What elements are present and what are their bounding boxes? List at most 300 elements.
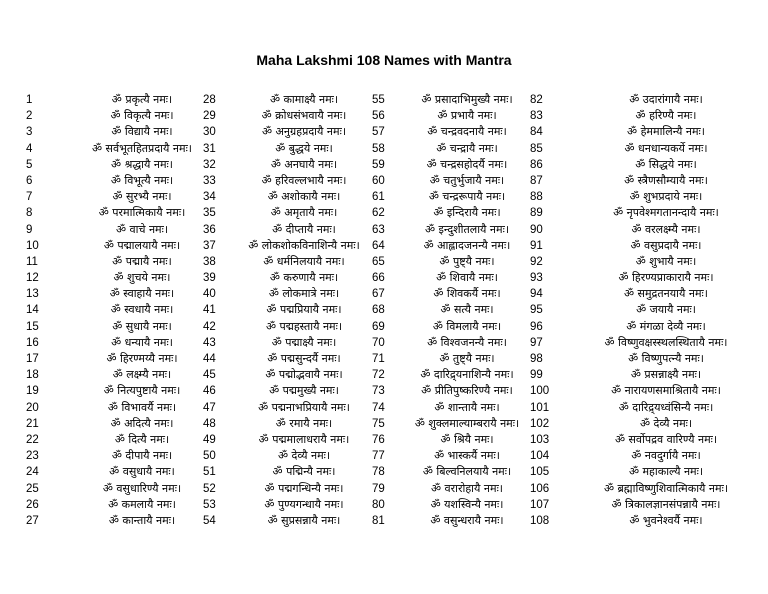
name-row xyxy=(372,481,532,497)
name-row xyxy=(26,205,228,221)
name-number: 52 xyxy=(203,482,216,495)
name-number: 26 xyxy=(26,498,39,511)
name-mantra: ॐ पुष्ट्यै नमः। xyxy=(439,254,495,268)
name-mantra: ॐ दीपायै नमः। xyxy=(111,449,173,463)
name-number: 75 xyxy=(372,417,385,430)
name-mantra: ॐ पद्माक्ष्यै नमः। xyxy=(271,335,337,349)
name-row xyxy=(203,497,375,513)
name-mantra: ॐ इन्दुशीतलायै नमः। xyxy=(424,222,510,236)
name-row xyxy=(26,238,228,254)
name-number: 23 xyxy=(26,450,39,463)
name-number: 4 xyxy=(26,142,33,155)
name-number: 48 xyxy=(203,417,216,430)
name-row xyxy=(203,286,375,302)
name-mantra: ॐ कामाक्ष्यै नमः। xyxy=(269,93,339,106)
name-mantra: ॐ विद्यायै नमः। xyxy=(111,125,173,139)
name-number: 104 xyxy=(530,450,550,463)
name-row xyxy=(372,92,532,108)
name-row xyxy=(26,432,228,448)
name-row xyxy=(372,254,532,270)
name-row xyxy=(26,189,228,205)
name-row xyxy=(203,432,375,448)
name-mantra: ॐ अदित्यै नमः। xyxy=(110,416,174,430)
name-mantra: ॐ प्रभायै नमः। xyxy=(437,109,497,123)
name-row xyxy=(530,286,768,302)
name-mantra: ॐ वसुन्धरायै नमः। xyxy=(430,513,504,527)
names-column-4 xyxy=(530,92,768,529)
name-mantra: ॐ प्रकृत्यै नमः। xyxy=(111,93,173,106)
name-mantra: ॐ महाकाल्यै नमः। xyxy=(628,465,704,479)
name-number: 3 xyxy=(26,126,33,139)
name-row xyxy=(372,383,532,399)
name-number: 94 xyxy=(530,288,543,301)
name-row xyxy=(530,481,768,497)
name-row xyxy=(203,400,375,416)
name-mantra: ॐ मंगळा देव्यै नमः। xyxy=(626,319,706,333)
name-row xyxy=(26,481,228,497)
name-mantra: ॐ कमलायै नमः। xyxy=(108,497,176,511)
name-row xyxy=(530,302,768,318)
name-row xyxy=(26,141,228,157)
name-row xyxy=(372,367,532,383)
name-mantra: ॐ सुप्रसन्नायै नमः। xyxy=(267,513,341,527)
name-mantra: ॐ विश्वजनन्यै नमः। xyxy=(427,335,507,349)
name-row xyxy=(203,189,375,205)
name-number: 6 xyxy=(26,174,33,187)
name-row xyxy=(530,367,768,383)
name-row xyxy=(372,302,532,318)
name-number: 65 xyxy=(372,255,385,268)
name-row xyxy=(530,400,768,416)
name-row xyxy=(372,173,532,189)
name-mantra: ॐ दारिद्र्यनाशिन्यै नमः। xyxy=(420,368,514,382)
name-row xyxy=(530,254,768,270)
name-row xyxy=(203,141,375,157)
name-number: 9 xyxy=(26,223,33,236)
name-row xyxy=(203,157,375,173)
name-number: 49 xyxy=(203,433,216,446)
name-row xyxy=(372,416,532,432)
name-mantra: ॐ वरारोहायै नमः। xyxy=(431,481,503,495)
name-mantra: ॐ पद्ममुख्यै नमः। xyxy=(269,384,339,398)
name-row xyxy=(372,448,532,464)
name-number: 69 xyxy=(372,320,385,333)
name-number: 64 xyxy=(372,239,385,252)
name-mantra: ॐ स्त्रैणसौम्यायै नमः। xyxy=(624,173,708,187)
name-row xyxy=(530,383,768,399)
name-row xyxy=(26,464,228,480)
name-number: 95 xyxy=(530,304,543,317)
name-mantra: ॐ तुष्ट्यै नमः। xyxy=(439,352,495,365)
name-number: 7 xyxy=(26,191,33,204)
name-number: 88 xyxy=(530,191,543,204)
name-number: 53 xyxy=(203,498,216,511)
name-row xyxy=(203,464,375,480)
name-mantra: ॐ पद्मप्रियायै नमः। xyxy=(266,303,342,317)
name-mantra: ॐ शान्तायै नमः। xyxy=(434,400,500,414)
name-mantra: ॐ दित्यै नमः। xyxy=(114,432,170,446)
name-number: 55 xyxy=(372,94,385,106)
name-mantra: ॐ कान्तायै नमः। xyxy=(108,513,176,527)
name-number: 42 xyxy=(203,320,216,333)
name-row xyxy=(203,205,375,221)
name-row xyxy=(530,351,768,367)
name-row xyxy=(26,335,228,351)
name-mantra: ॐ चन्द्रवदनायै नमः। xyxy=(427,125,507,139)
name-mantra: ॐ वाचे नमः। xyxy=(115,222,169,236)
name-row xyxy=(203,367,375,383)
name-row xyxy=(372,286,532,302)
name-number: 8 xyxy=(26,207,33,220)
name-number: 74 xyxy=(372,401,385,414)
name-mantra: ॐ सुधायै नमः। xyxy=(112,319,172,333)
name-number: 43 xyxy=(203,336,216,349)
name-mantra: ॐ शुभायै नमः। xyxy=(635,254,697,268)
name-row xyxy=(372,513,532,529)
name-mantra: ॐ परमात्मिकायै नमः। xyxy=(98,206,186,220)
name-mantra: ॐ उदारांगायै नमः। xyxy=(629,93,703,106)
name-mantra: ॐ जयायै नमः। xyxy=(636,303,696,317)
name-number: 76 xyxy=(372,433,385,446)
name-row xyxy=(203,173,375,189)
name-number: 37 xyxy=(203,239,216,252)
name-row xyxy=(530,108,768,124)
name-mantra: ॐ वसुप्रदायै नमः। xyxy=(630,238,702,252)
name-row xyxy=(530,319,768,335)
name-row xyxy=(372,335,532,351)
name-mantra: ॐ पद्महस्तायै नमः। xyxy=(265,319,343,333)
name-mantra: ॐ बिल्वनिलयायै नमः। xyxy=(422,465,512,479)
name-row xyxy=(26,351,228,367)
name-row xyxy=(26,92,228,108)
name-row xyxy=(530,124,768,140)
name-number: 90 xyxy=(530,223,543,236)
name-mantra: ॐ हरिवल्लभायै नमः। xyxy=(261,173,347,187)
names-column-2 xyxy=(203,92,375,529)
name-number: 79 xyxy=(372,482,385,495)
name-number: 84 xyxy=(530,126,543,139)
name-row xyxy=(203,238,375,254)
name-number: 100 xyxy=(530,385,550,398)
name-row xyxy=(203,302,375,318)
name-mantra: ॐ वसुधारिण्यै नमः। xyxy=(102,481,182,495)
name-number: 60 xyxy=(372,174,385,187)
name-row xyxy=(203,513,375,529)
name-row xyxy=(26,124,228,140)
name-number: 45 xyxy=(203,369,216,382)
name-number: 15 xyxy=(26,320,39,333)
name-number: 71 xyxy=(372,353,385,365)
name-number: 107 xyxy=(530,498,550,511)
name-row xyxy=(26,222,228,238)
name-row xyxy=(530,416,768,432)
name-number: 51 xyxy=(203,466,216,479)
name-row xyxy=(26,383,228,399)
name-row xyxy=(530,464,768,480)
name-mantra: ॐ हिरण्यप्राकारायै नमः। xyxy=(618,271,714,285)
name-number: 1 xyxy=(26,94,33,106)
name-mantra: ॐ धनधान्यकर्ये नमः। xyxy=(624,141,708,155)
name-number: 12 xyxy=(26,272,39,285)
name-row xyxy=(203,481,375,497)
names-column-3 xyxy=(372,92,532,529)
name-row xyxy=(203,351,375,367)
name-row xyxy=(530,92,768,108)
name-mantra: ॐ पद्मगन्धिन्यै नमः। xyxy=(264,481,344,495)
name-number: 31 xyxy=(203,142,216,155)
name-number: 34 xyxy=(203,191,216,204)
name-mantra: ॐ दारिद्र्यध्वंसिन्यै नमः। xyxy=(618,400,714,414)
name-mantra: ॐ नृपवेश्मगतानन्दायै नमः। xyxy=(613,206,719,220)
name-row xyxy=(530,270,768,286)
name-mantra: ॐ शिवायै नमः। xyxy=(436,271,498,285)
name-mantra: ॐ पद्मायै नमः। xyxy=(112,254,172,268)
name-number: 2 xyxy=(26,110,33,123)
name-mantra: ॐ शुक्लमाल्याम्बरायै नमः। xyxy=(414,416,520,430)
name-mantra: ॐ धन्यायै नमः। xyxy=(111,335,173,349)
name-row xyxy=(203,383,375,399)
name-row xyxy=(372,238,532,254)
name-row xyxy=(26,497,228,513)
name-row xyxy=(530,513,768,529)
name-row xyxy=(372,124,532,140)
name-number: 68 xyxy=(372,304,385,317)
name-row xyxy=(530,335,768,351)
name-mantra: ॐ अशोकायै नमः। xyxy=(267,190,341,204)
name-row xyxy=(530,497,768,513)
name-row xyxy=(26,319,228,335)
name-number: 101 xyxy=(530,401,550,414)
name-number: 63 xyxy=(372,223,385,236)
name-number: 97 xyxy=(530,336,543,349)
name-mantra: ॐ सर्वोपद्रव वारिण्यै नमः। xyxy=(614,432,718,446)
name-mantra: ॐ क्रोधसंभवायै नमः। xyxy=(261,109,347,123)
name-number: 33 xyxy=(203,174,216,187)
name-row xyxy=(26,173,228,189)
name-number: 24 xyxy=(26,466,39,479)
name-row xyxy=(203,222,375,238)
name-number: 58 xyxy=(372,142,385,155)
page-title: Maha Lakshmi 108 Names with Mantra xyxy=(256,52,512,68)
name-number: 73 xyxy=(372,385,385,398)
name-mantra: ॐ ब्रह्माविष्णुशिवात्मिकायै नमः। xyxy=(604,481,728,495)
name-mantra: ॐ स्वधायै नमः। xyxy=(110,303,174,317)
name-mantra: ॐ लक्ष्म्यै नमः। xyxy=(112,368,172,382)
name-mantra: ॐ शिवकर्यै नमः। xyxy=(433,287,501,301)
name-number: 11 xyxy=(26,255,38,268)
name-row xyxy=(26,254,228,270)
name-mantra: ॐ समुद्रतनयायै नमः। xyxy=(624,287,708,301)
name-row xyxy=(530,157,768,173)
name-number: 91 xyxy=(530,239,543,252)
name-row xyxy=(372,319,532,335)
name-number: 14 xyxy=(26,304,39,317)
name-mantra: ॐ पद्मसुन्दर्यै नमः। xyxy=(267,352,341,365)
name-number: 87 xyxy=(530,174,543,187)
name-mantra: ॐ स्वाहायै नमः। xyxy=(109,287,175,301)
name-number: 19 xyxy=(26,385,39,398)
name-mantra: ॐ सुरभ्यै नमः। xyxy=(112,190,172,204)
name-number: 27 xyxy=(26,514,39,527)
name-number: 62 xyxy=(372,207,385,220)
name-mantra: ॐ चन्द्ररूपायै नमः। xyxy=(428,190,506,204)
name-mantra: ॐ चन्द्रसहोदर्यै नमः। xyxy=(426,157,508,171)
name-mantra: ॐ शुचये नमः। xyxy=(113,271,171,285)
name-number: 13 xyxy=(26,288,39,301)
name-mantra: ॐ श्रद्धायै नमः। xyxy=(111,157,173,171)
name-row xyxy=(372,432,532,448)
name-mantra: ॐ पद्मिन्यै नमः। xyxy=(272,465,336,479)
name-number: 67 xyxy=(372,288,385,301)
name-row xyxy=(203,92,375,108)
name-mantra: ॐ देव्यै नमः। xyxy=(277,449,331,463)
name-number: 47 xyxy=(203,401,216,414)
name-number: 22 xyxy=(26,433,39,446)
name-row xyxy=(203,108,375,124)
name-mantra: ॐ हिरण्मय्यै नमः। xyxy=(106,352,178,365)
name-row xyxy=(26,286,228,302)
name-mantra: ॐ चतुर्भुजायै नमः। xyxy=(429,173,505,187)
name-row xyxy=(530,222,768,238)
name-mantra: ॐ देव्यै नमः। xyxy=(639,416,693,430)
name-number: 39 xyxy=(203,272,216,285)
name-mantra: ॐ सिद्धये नमः। xyxy=(635,157,697,171)
name-mantra: ॐ अमृतायै नमः। xyxy=(270,206,338,220)
name-number: 105 xyxy=(530,466,550,479)
name-number: 35 xyxy=(203,207,216,220)
name-mantra: ॐ अनुग्रहप्रदायै नमः। xyxy=(262,125,346,139)
name-row xyxy=(372,222,532,238)
name-mantra: ॐ पद्मालयायै नमः। xyxy=(103,238,181,252)
name-mantra: ॐ वसुधायै नमः। xyxy=(109,465,175,479)
name-mantra: ॐ पद्मनाभप्रियायै नमः। xyxy=(258,400,350,414)
name-mantra: ॐ श्रियै नमः। xyxy=(440,432,494,446)
name-number: 92 xyxy=(530,255,543,268)
name-number: 102 xyxy=(530,417,550,430)
name-number: 72 xyxy=(372,369,385,382)
name-mantra: ॐ करुणायै नमः। xyxy=(269,271,339,285)
name-number: 82 xyxy=(530,94,543,106)
name-row xyxy=(372,351,532,367)
name-row xyxy=(530,238,768,254)
name-number: 29 xyxy=(203,110,216,123)
name-number: 93 xyxy=(530,272,543,285)
name-row xyxy=(26,108,228,124)
name-mantra: ॐ धर्मनिलयायै नमः। xyxy=(263,254,345,268)
name-mantra: ॐ अनघायै नमः। xyxy=(270,157,338,171)
name-number: 81 xyxy=(372,514,385,527)
name-mantra: ॐ विष्णुपत्न्यै नमः। xyxy=(628,352,704,365)
name-number: 28 xyxy=(203,94,216,106)
name-mantra: ॐ इन्दिरायै नमः। xyxy=(433,206,501,220)
name-number: 36 xyxy=(203,223,216,236)
name-number: 25 xyxy=(26,482,39,495)
name-number: 17 xyxy=(26,353,39,365)
name-mantra: ॐ दीप्तायै नमः। xyxy=(272,222,336,236)
name-row xyxy=(26,416,228,432)
name-mantra: ॐ लोकशोकविनाशिन्यै नमः। xyxy=(248,238,360,252)
name-row xyxy=(372,189,532,205)
name-number: 5 xyxy=(26,158,33,171)
name-row xyxy=(530,173,768,189)
name-row xyxy=(372,400,532,416)
name-mantra: ॐ नित्यपुष्टायै नमः। xyxy=(103,384,181,398)
name-mantra: ॐ प्रसादाभिमुख्यै नमः। xyxy=(421,93,513,106)
name-row xyxy=(530,432,768,448)
name-mantra: ॐ विभूत्यै नमः। xyxy=(110,173,174,187)
name-mantra: ॐ बुद्धये नमः। xyxy=(275,141,333,155)
name-number: 99 xyxy=(530,369,543,382)
name-mantra: ॐ प्रीतिपुष्करिण्यै नमः। xyxy=(421,384,513,398)
name-row xyxy=(372,497,532,513)
name-row xyxy=(530,448,768,464)
name-number: 80 xyxy=(372,498,385,511)
name-row xyxy=(530,205,768,221)
name-row xyxy=(203,319,375,335)
name-row xyxy=(530,141,768,157)
name-number: 21 xyxy=(26,417,39,430)
name-mantra: ॐ यशस्विन्यै नमः। xyxy=(430,497,504,511)
name-row xyxy=(372,141,532,157)
name-row xyxy=(26,448,228,464)
name-number: 32 xyxy=(203,158,216,171)
name-number: 38 xyxy=(203,255,216,268)
name-number: 85 xyxy=(530,142,543,155)
name-number: 41 xyxy=(203,304,216,317)
name-row xyxy=(26,513,228,529)
name-mantra: ॐ प्रसन्नाक्ष्यै नमः। xyxy=(630,368,702,382)
name-number: 83 xyxy=(530,110,543,123)
name-row xyxy=(372,108,532,124)
name-mantra: ॐ विभावर्यै नमः। xyxy=(107,400,177,414)
name-mantra: ॐ शुभप्रदाये नमः। xyxy=(629,190,703,204)
name-row xyxy=(26,400,228,416)
name-number: 20 xyxy=(26,401,39,414)
name-row xyxy=(203,335,375,351)
name-number: 16 xyxy=(26,336,39,349)
name-number: 98 xyxy=(530,353,543,365)
name-number: 44 xyxy=(203,353,216,365)
name-number: 108 xyxy=(530,514,550,527)
name-mantra: ॐ भुवनेश्वर्यै नमः। xyxy=(629,513,703,527)
name-mantra: ॐ रमायै नमः। xyxy=(275,416,333,430)
name-row xyxy=(26,270,228,286)
name-number: 18 xyxy=(26,369,39,382)
name-number: 61 xyxy=(372,191,385,204)
name-mantra: ॐ विकृत्यै नमः। xyxy=(110,109,174,123)
name-mantra: ॐ सर्वभूतहितप्रदायै नमः। xyxy=(92,141,192,155)
name-number: 103 xyxy=(530,433,550,446)
name-row xyxy=(203,448,375,464)
name-number: 106 xyxy=(530,482,550,495)
name-mantra: ॐ विमलायै नमः। xyxy=(432,319,502,333)
name-mantra: ॐ चन्द्रायै नमः। xyxy=(436,141,498,155)
name-mantra: ॐ वरलक्ष्म्यै नमः। xyxy=(631,222,701,236)
name-number: 50 xyxy=(203,450,216,463)
name-row xyxy=(203,270,375,286)
name-mantra: ॐ सत्यै नमः। xyxy=(440,303,494,317)
name-mantra: ॐ त्रिकालज्ञानसंपन्नायै नमः। xyxy=(611,497,721,511)
name-number: 57 xyxy=(372,126,385,139)
name-mantra: ॐ आह्लादजनन्यै नमः। xyxy=(423,238,511,252)
name-mantra: ॐ नवदुर्गायै नमः। xyxy=(631,449,701,463)
name-row xyxy=(372,464,532,480)
name-row xyxy=(203,124,375,140)
name-mantra: ॐ हरिण्यै नमः। xyxy=(635,109,697,123)
name-number: 46 xyxy=(203,385,216,398)
name-mantra: ॐ पुण्यगन्धायै नमः। xyxy=(264,497,344,511)
name-row xyxy=(26,302,228,318)
